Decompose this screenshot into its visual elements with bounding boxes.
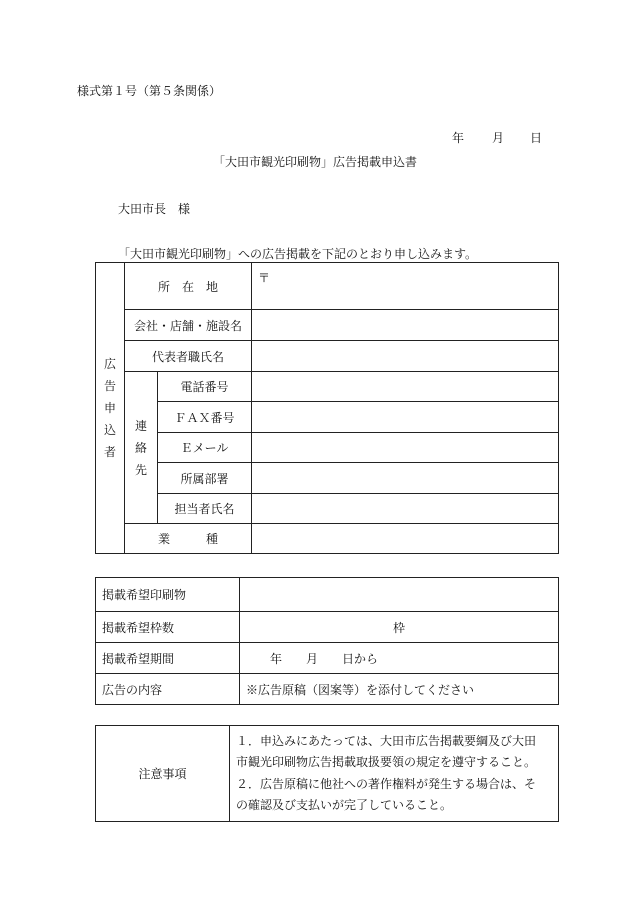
representative-field[interactable] (252, 341, 559, 372)
publication-field[interactable] (240, 578, 559, 612)
intro-text: 「大田市観光印刷物」への広告掲載を下記のとおり申し込みます。 (118, 247, 478, 261)
email-label: Ｅメール (158, 433, 252, 463)
address-field[interactable]: 〒 (252, 263, 559, 310)
industry-field[interactable] (252, 524, 559, 554)
request-table (95, 577, 559, 705)
notes-line: ２．広告原稿に他社への著作権料が発生する場合は、そ (236, 776, 537, 791)
company-label: 会社・店舗・施設名 (125, 310, 252, 341)
publication-label: 掲載希望印刷物 (96, 578, 240, 612)
frames-field[interactable]: 枠 (240, 612, 559, 643)
notes-table (95, 725, 559, 822)
date-month-label: 月 (492, 131, 505, 145)
content-field[interactable]: ※広告原稿（図案等）を添付してください (240, 674, 559, 705)
notes-label: 注意事項 (96, 726, 230, 822)
period-field[interactable]: 年 月 日から (240, 643, 559, 674)
content-label: 広告の内容 (96, 674, 240, 705)
document-title: 「大田市観光印刷物」広告掲載申込書 (212, 155, 417, 169)
date-day-label: 日 (530, 131, 543, 145)
department-label: 所属部署 (158, 463, 252, 494)
contact-group-cell: 連 絡 先 (125, 372, 158, 524)
fax-label: ＦＡＸ番号 (158, 402, 252, 433)
representative-label: 代表者職氏名 (125, 341, 252, 372)
phone-label: 電話番号 (158, 372, 252, 402)
notes-line: １．申込みにあたっては、大田市広告掲載要綱及び大田 (236, 733, 537, 748)
fax-field[interactable] (252, 402, 559, 433)
notes-content (230, 726, 559, 822)
person-label: 担当者氏名 (158, 494, 252, 524)
addressee: 大田市長 様 (118, 202, 191, 216)
notes-line: の確認及び支払いが完了していること。 (236, 798, 453, 812)
address-label: 所 在 地 (125, 263, 252, 310)
company-field[interactable] (252, 310, 559, 341)
form-number: 様式第１号（第５条関係） (77, 84, 222, 98)
applicant-table (95, 262, 559, 554)
email-field[interactable] (252, 433, 559, 463)
applicant-group-cell: 広 告 申 込 者 (96, 263, 125, 554)
person-field[interactable] (252, 494, 559, 524)
date-year-label: 年 (452, 131, 465, 145)
department-field[interactable] (252, 463, 559, 494)
industry-label: 業 種 (125, 524, 252, 554)
frames-label: 掲載希望枠数 (96, 612, 240, 643)
notes-line: 市観光印刷物広告掲載取扱要領の規定を遵守すること。 (236, 755, 537, 769)
phone-field[interactable] (252, 372, 559, 402)
period-label: 掲載希望期間 (96, 643, 240, 674)
